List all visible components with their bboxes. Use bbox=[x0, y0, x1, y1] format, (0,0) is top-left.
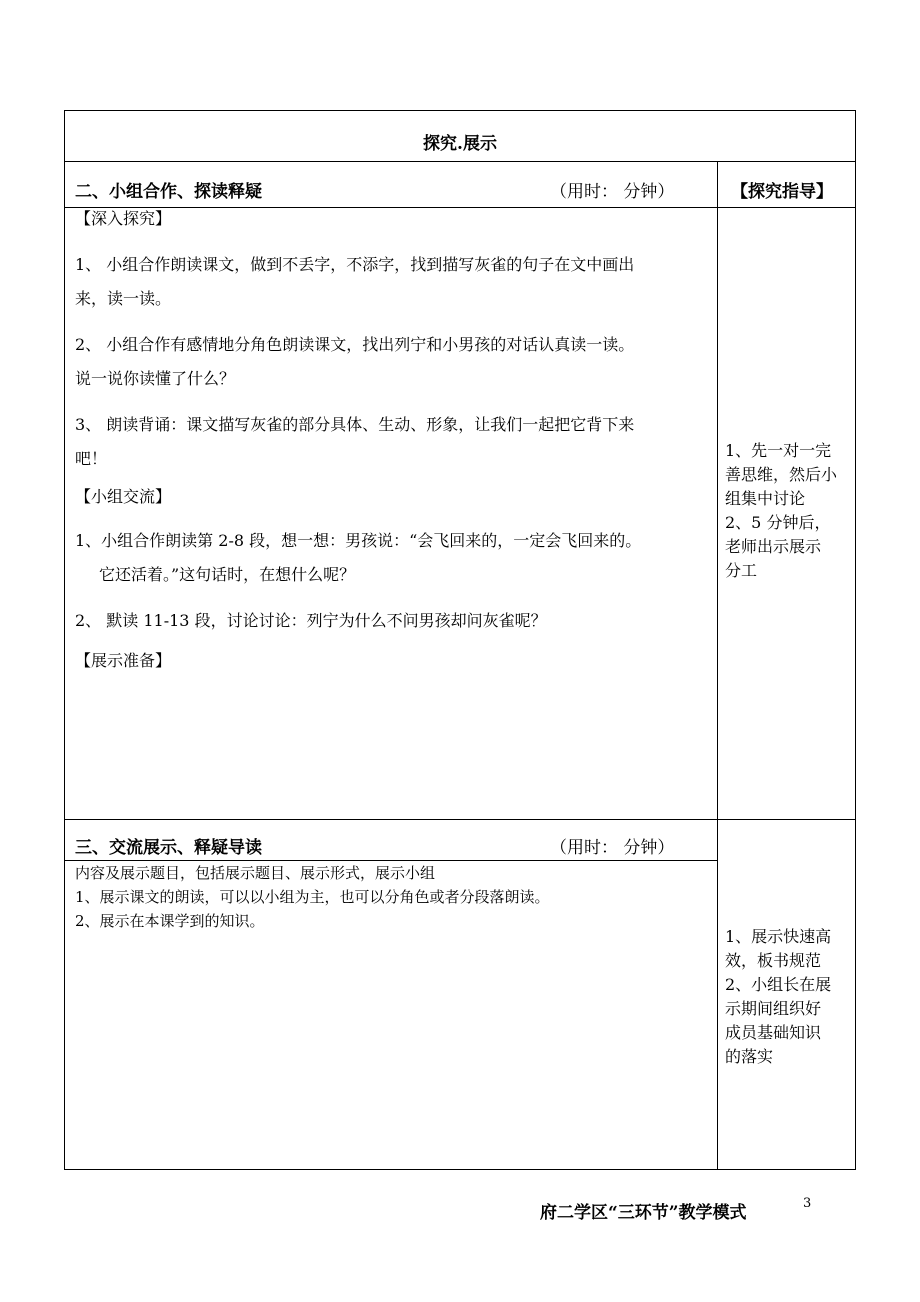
explore-item-line: 3、 朗读背诵：课文描写灰雀的部分具体、生动、形象，让我们一起把它背下来 bbox=[75, 415, 635, 434]
guide-line: 组集中讨论 bbox=[725, 489, 806, 508]
guide-line: 2、5 分钟后， bbox=[725, 513, 831, 532]
page-number: 3 bbox=[803, 1196, 812, 1211]
table-divider bbox=[65, 860, 717, 861]
guide-line: 分工 bbox=[725, 561, 758, 580]
exchange-item-line: 它还活着。”这句话时，在想什么呢？ bbox=[99, 565, 356, 584]
table-divider bbox=[65, 207, 855, 208]
guide-line: 1、展示快速高 bbox=[725, 927, 832, 946]
guide-line: 成员基础知识 bbox=[725, 1023, 822, 1042]
guide-line: 示期间组织好 bbox=[725, 999, 822, 1018]
guide-line: 的落实 bbox=[725, 1047, 774, 1066]
guide-line: 效，板书规范 bbox=[725, 951, 822, 970]
table-divider bbox=[65, 161, 855, 162]
guide-line: 老师出示展示 bbox=[725, 537, 822, 556]
table-divider bbox=[65, 819, 855, 820]
show-prep-label: 【展示准备】 bbox=[75, 651, 172, 670]
show-content-line: 内容及展示题目，包括展示题目、展示形式，展示小组 bbox=[75, 864, 436, 882]
group-exchange-label: 【小组交流】 bbox=[75, 487, 172, 506]
explore-item-line: 1、 小组合作朗读课文，做到不丢字，不添字，找到描写灰雀的句子在文中画出 bbox=[75, 255, 635, 274]
explore-item-line: 吧！ bbox=[75, 449, 108, 468]
guide-line: 善思维，然后小 bbox=[725, 465, 838, 484]
guide-line: 1、先一对一完 bbox=[725, 441, 832, 460]
deep-explore-label: 【深入探究】 bbox=[75, 209, 172, 228]
exchange-item-line: 2、 默读 11-13 段，讨论讨论：列宁为什么不问男孩却问灰雀呢？ bbox=[75, 611, 547, 630]
show-content-line: 2、展示在本课学到的知识。 bbox=[75, 912, 265, 930]
show-content-line: 1、展示课文的朗读，可以以小组为主，也可以分角色或者分段落朗读。 bbox=[75, 888, 550, 906]
explore-item-line: 说一说你读懂了什么？ bbox=[75, 369, 236, 388]
guide-header: 【探究指导】 bbox=[731, 182, 833, 202]
lesson-table bbox=[64, 110, 856, 1170]
guide-line: 2、小组长在展 bbox=[725, 975, 832, 994]
column-divider bbox=[717, 161, 718, 1169]
section2-time: （用时： 分钟） bbox=[550, 182, 675, 202]
section3-heading: 三、交流展示、释疑导读 bbox=[75, 838, 262, 858]
exchange-item-line: 1、小组合作朗读第 2-8 段，想一想：男孩说：“会飞回来的，一定会飞回来的。 bbox=[75, 531, 642, 550]
section2-heading: 二、小组合作、探读释疑 bbox=[75, 182, 262, 202]
explore-item-line: 来，读一读。 bbox=[75, 289, 172, 308]
explore-item-line: 2、 小组合作有感情地分角色朗读课文，找出列宁和小男孩的对话认真读一读。 bbox=[75, 335, 635, 354]
table-title: 探究.展示 bbox=[423, 134, 497, 154]
footer-text: 府二学区“三环节”教学模式 bbox=[540, 1203, 747, 1223]
section3-time: （用时： 分钟） bbox=[550, 838, 675, 858]
